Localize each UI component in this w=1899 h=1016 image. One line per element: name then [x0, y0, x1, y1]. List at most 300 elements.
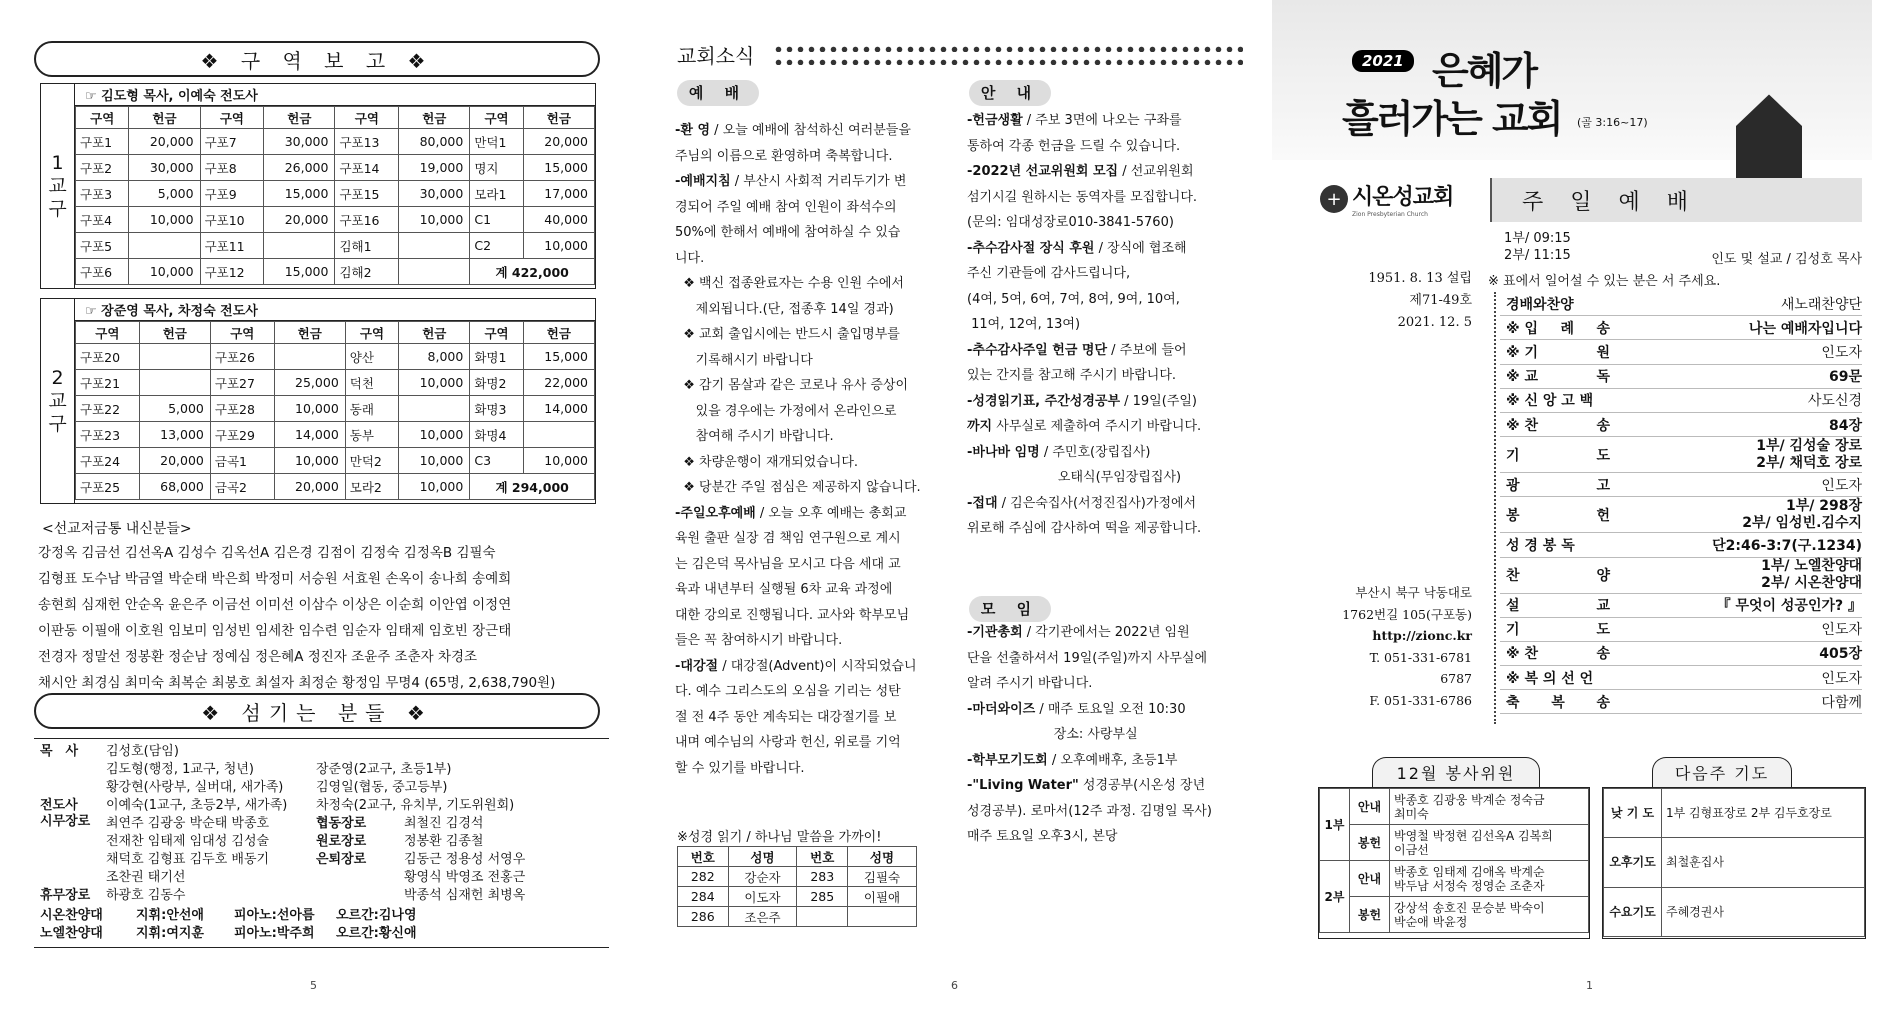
- notice-line: -헌금생활 / 주보 3면에 나오는 구좌를: [967, 113, 1182, 128]
- table-cell: 구포12: [200, 259, 264, 285]
- order-item-label: 축 복 송: [1506, 694, 1610, 711]
- column-header: 헌금: [264, 107, 335, 129]
- page-5: [28, 0, 620, 1016]
- table-row: [76, 370, 595, 396]
- order-item: [1500, 389, 1862, 413]
- table-cell: 282: [678, 867, 729, 887]
- volunteer-names: 박영철 박정현 김선옥A 김복희 이금선: [1390, 825, 1589, 861]
- table-row: [678, 867, 917, 887]
- order-item-label: ※ 입 례 송: [1506, 320, 1610, 337]
- server-entry: 최연주 김광웅 박순태 박종호: [106, 816, 270, 831]
- volunteer-names: 박종호 김광웅 박계순 정숙금 최미숙: [1390, 789, 1589, 825]
- server-entry: 차정숙(2교구, 유치부, 기도위원회): [316, 798, 515, 813]
- notice-line: 통하여 각종 헌금을 드릴 수 있습니다.: [967, 138, 1181, 154]
- donor-line: 송현희 심재헌 안순옥 윤은주 이금선 이미선 이삼수 이상은 이순희 이안엽 이정연: [38, 597, 512, 613]
- table-cell: 15,000: [264, 181, 335, 207]
- notice-line: 할 수 있기를 바랍니다.: [675, 760, 805, 776]
- table-cell: 17,000: [523, 181, 594, 207]
- order-item-value: 84장: [1828, 417, 1862, 434]
- table-row: [76, 233, 595, 259]
- table-cell: 20,000: [139, 448, 210, 474]
- column-header: 구역: [76, 322, 140, 344]
- table-cell: 40,000: [523, 207, 594, 233]
- donors-title: <선교저금통 내신분들>: [42, 521, 192, 537]
- notice-line: 내며 예수님의 사랑과 헌신, 위로를 기억: [675, 735, 901, 750]
- table-cell: 26,000: [264, 155, 335, 181]
- table-cell: 구포6: [76, 259, 129, 285]
- order-item-value: 새노래찬양단: [1780, 296, 1862, 313]
- order-item: [1500, 340, 1862, 364]
- table-cell: 13,000: [139, 422, 210, 448]
- order-item-value: 단2:46-3:7(구.1234): [1712, 537, 1862, 554]
- table-cell: 화명4: [470, 422, 523, 448]
- table-cell: 구포21: [76, 370, 140, 396]
- cross-icon: +: [1320, 185, 1348, 213]
- order-item-label: 설 교: [1506, 598, 1610, 615]
- table-cell: C1: [470, 207, 523, 233]
- order-item: [1500, 497, 1862, 533]
- notice-line: 성경공부). 로마서(12주 과정. 김명일 목사): [967, 803, 1212, 819]
- notice-line: 알려 주시기 바랍니다.: [967, 676, 1093, 691]
- table-cell: 구포13: [335, 129, 399, 155]
- table-cell: 19,000: [399, 155, 470, 181]
- table-cell: 구포15: [335, 181, 399, 207]
- dot-rule: [773, 57, 1243, 65]
- table-row: [1604, 789, 1865, 838]
- order-item: [1500, 473, 1862, 497]
- service-times: 1부/ 09:15 2부/ 11:15: [1504, 231, 1571, 263]
- table-row: [76, 448, 595, 474]
- server-entry: 오르간:황신애: [336, 926, 417, 941]
- district-report-title: [34, 41, 600, 77]
- volunteers-title: 12월 봉사위원: [1372, 757, 1540, 787]
- prayer-label: 오후기도: [1604, 838, 1662, 887]
- notice-line: -성경읽기표, 주간성경공부 / 19일(주일): [967, 393, 1198, 409]
- donor-line: 채시안 최경심 최미숙 최복순 최봉호 최설자 최정순 황정임 무명4 (65명, 2,638,790원): [38, 675, 556, 691]
- notice-line: -기관총회 / 각기관에서는 2022년 임원: [967, 625, 1190, 640]
- notice-line: ❖ 당분간 주일 점심은 제공하지 않습니다.: [675, 480, 921, 495]
- church-name-en: Zion Presbyterian Church: [1352, 211, 1428, 218]
- server-entry: 조찬권 태기선: [106, 870, 186, 885]
- table-cell: 5,000: [129, 181, 200, 207]
- notices: [967, 108, 1249, 542]
- table-cell: 구포28: [210, 396, 274, 422]
- servers-title-text: ❖ 섬기는 분들 ❖: [201, 700, 433, 725]
- order-item-value: 1부/ 노엘찬양대 2부/ 시온찬양대: [1761, 558, 1862, 591]
- table-row: [76, 259, 595, 285]
- servers-title: [34, 693, 600, 729]
- notice-line: ❖ 차량운행이 재개되었습니다.: [675, 454, 859, 470]
- table-cell: 22,000: [523, 370, 594, 396]
- order-item: [1500, 594, 1862, 618]
- order-item: [1500, 558, 1862, 594]
- table-cell: 만덕2: [345, 448, 398, 474]
- table-cell: 8,000: [399, 344, 470, 370]
- church-info: 1951. 8. 13 설립 제71-49호 2021. 12. 5: [1368, 271, 1472, 330]
- server-entry: 이예숙(1교구, 초등2부, 새가족): [106, 798, 288, 813]
- donor-line: 전경자 정말선 정봉환 정순남 정예심 정은혜A 정진자 조윤주 조춘자 차경조: [38, 649, 478, 665]
- notice-line: 장소: 사랑부실: [967, 727, 1138, 742]
- server-entry: 시무장로: [40, 814, 91, 829]
- table-row: [1320, 897, 1589, 933]
- notice-line: ❖ 감기 몸살과 같은 코로나 유사 증상이: [675, 378, 909, 393]
- district-1-leaders: ☞ 김도형 목사, 이예숙 전도사: [75, 84, 595, 106]
- order-item-value: 다함께: [1821, 694, 1862, 711]
- district-2-box: [40, 298, 596, 504]
- table-row: [678, 907, 917, 927]
- notice-line: -추수감사주일 헌금 명단 / 주보에 들어: [967, 342, 1187, 358]
- scripture-ref: (골 3:16~17): [1577, 116, 1648, 129]
- server-entry: 김성호(담임): [106, 744, 179, 759]
- dot-rule: [773, 44, 1243, 52]
- server-entry: 피아노:선아름: [234, 908, 315, 923]
- table-cell: 30,000: [264, 129, 335, 155]
- volunteer-names: 강상석 송호진 문승분 박숙이 박순애 박윤정: [1390, 897, 1589, 933]
- church-name: 시온성교회: [1352, 185, 1454, 210]
- table-cell: 구포24: [76, 448, 140, 474]
- notice-line: 주님의 이름으로 환영하며 축복합니다.: [675, 148, 893, 164]
- order-item-label: ※ 찬 송: [1506, 417, 1610, 434]
- table-cell: 금곡1: [210, 448, 274, 474]
- server-entry: 정봉환 김종철: [404, 834, 484, 849]
- table-row: [76, 181, 595, 207]
- column-header: 구역: [335, 107, 399, 129]
- order-item: [1500, 533, 1862, 557]
- next-prayer-table: [1603, 788, 1865, 937]
- table-row: [1320, 861, 1589, 897]
- notice-line: 참여해 주시기 바랍니다.: [675, 429, 834, 444]
- table-cell: 구포22: [76, 396, 140, 422]
- server-entry: 김도형(행정, 1교구, 청년): [106, 762, 254, 777]
- column-header: 헌금: [523, 322, 594, 344]
- table-cell: 구포11: [200, 233, 264, 259]
- table-cell: 25,000: [274, 370, 345, 396]
- order-item-label: ※ 복 의 선 언: [1506, 670, 1594, 687]
- table-cell: 10,000: [523, 448, 594, 474]
- worship-title: 주 일 예 배: [1490, 178, 1862, 222]
- table-cell: 화명3: [470, 396, 523, 422]
- column-header: 헌금: [139, 322, 210, 344]
- order-item-label: 경배와찬양: [1506, 296, 1574, 313]
- table-cell: [523, 422, 594, 448]
- table-cell: [274, 344, 345, 370]
- notice-line: -대강절 / 대강절(Advent)이 시작되었습니: [675, 658, 917, 674]
- table-cell: 구포7: [200, 129, 264, 155]
- order-item: [1500, 642, 1862, 666]
- table-total: 계 294,000: [470, 474, 595, 500]
- prayer-label: 수요기도: [1604, 887, 1662, 936]
- table-total: 계 422,000: [470, 259, 595, 285]
- server-entry: 은퇴장로: [316, 852, 367, 867]
- server-entry: 전도사: [40, 798, 78, 813]
- order-item-label: 찬 양: [1506, 568, 1610, 584]
- table-cell: [399, 396, 470, 422]
- worship-tag: 예 배: [677, 80, 759, 106]
- notice-line: 있을 경우에는 가정에서 온라인으로: [675, 403, 897, 419]
- table-cell: 구포23: [76, 422, 140, 448]
- table-cell: 동부: [345, 422, 398, 448]
- table-cell: 구포4: [76, 207, 129, 233]
- donor-line: 강정옥 김금선 김선옥A 김성수 김옥선A 김은경 김점이 김정숙 김정옥B 김필숙: [38, 545, 496, 561]
- table-header: [76, 322, 595, 344]
- table-cell: 10,000: [523, 233, 594, 259]
- table-row: [1320, 825, 1589, 861]
- table-cell: 20,000: [274, 474, 345, 500]
- reading-title: ※성경 읽기 / 하나님 말씀을 가까이!: [677, 830, 882, 845]
- title-line-2: 흘러가는 교회: [1342, 97, 1562, 141]
- table-cell: 구포9: [200, 181, 264, 207]
- table-cell: 동래: [345, 396, 398, 422]
- order-item: [1500, 666, 1862, 690]
- server-entry: 지휘:안선애: [136, 908, 204, 923]
- notice-line: -접대 / 김은숙집사(서정진집사)가정에서: [967, 495, 1197, 511]
- table-cell: 구포14: [335, 155, 399, 181]
- server-entry: 오르간:김나영: [336, 908, 417, 923]
- order-item: [1500, 365, 1862, 389]
- table-row: [1604, 838, 1865, 887]
- order-item-value: 인도자: [1821, 622, 1862, 639]
- church-address: 부산시 북구 낙동대로 1762번길 105(구포동) http://zionc.kr T. 051-331-6781 6787 F. 051-331-6786: [1342, 585, 1472, 708]
- district-2-label: 2 교 구: [41, 299, 75, 503]
- notice-line: ❖ 교회 출입시에는 반드시 출입명부를: [675, 327, 900, 342]
- prayer-label: 낮 기 도: [1604, 789, 1662, 838]
- order-item: [1500, 437, 1862, 473]
- column-header: 헌금: [129, 107, 200, 129]
- table-cell: 덕천: [345, 370, 398, 396]
- server-entry: 김동근 정용성 서영우: [404, 852, 526, 867]
- table-cell: [399, 233, 470, 259]
- order-item-value: 69문: [1828, 369, 1862, 386]
- table-cell: 10,000: [129, 207, 200, 233]
- table-cell: 20,000: [523, 129, 594, 155]
- group-label: 1부: [1320, 789, 1350, 861]
- news-heading: 교회소식: [677, 44, 755, 68]
- notice-line: 오태식(무임장립집사): [967, 470, 1182, 485]
- table-cell: 김필숙: [848, 867, 917, 887]
- notice-line: 11여, 12여, 13여): [967, 317, 1081, 332]
- column-header: 헌금: [399, 322, 470, 344]
- table-cell: 이필애: [848, 887, 917, 907]
- column-header: 성명: [848, 847, 917, 867]
- order-item-value: 1부/ 김성술 장로 2부/ 채덕호 장로: [1756, 437, 1862, 471]
- notice-line: -예배지침 / 부산시 사회적 거리두기가 변: [675, 174, 907, 189]
- page-number: 1: [1586, 979, 1593, 992]
- server-entry: 황강현(사랑부, 실버대, 새가족): [106, 780, 284, 795]
- table-cell: 이도자: [728, 887, 797, 907]
- notice-line: 섬기시길 원하시는 동역자를 모집합니다.: [967, 189, 1198, 205]
- table-cell: C2: [470, 233, 523, 259]
- table-cell: 15,000: [264, 259, 335, 285]
- table-cell: 구포10: [200, 207, 264, 233]
- table-row: [1320, 789, 1589, 825]
- order-item-label: 성 경 봉 독: [1506, 537, 1575, 554]
- table-cell: 10,000: [399, 422, 470, 448]
- table-row: [76, 422, 595, 448]
- notice-line: 기록해시기 바랍니다: [675, 352, 813, 368]
- order-item-label: 봉 헌: [1506, 507, 1610, 524]
- table-cell: 284: [678, 887, 729, 907]
- prayer-names: 1부 김형표장로 2부 김두호장로: [1662, 789, 1865, 838]
- notice-line: 육과 내년부터 실행될 6차 교육 과정에: [675, 582, 893, 597]
- table-cell: 구포1: [76, 129, 129, 155]
- order-item: [1500, 690, 1862, 714]
- table-cell: 모라1: [470, 181, 523, 207]
- district-1-label: 1 교 구: [41, 84, 75, 288]
- role-label: 봉헌: [1350, 897, 1390, 933]
- table-cell: 김해2: [335, 259, 399, 285]
- order-item: [1500, 413, 1862, 437]
- notice-line: 주신 기관들에 감사드립니다,: [967, 266, 1131, 281]
- prayer-names: 주혜경권사: [1662, 887, 1865, 936]
- table-cell: 구포29: [210, 422, 274, 448]
- table-cell: 양산: [345, 344, 398, 370]
- table-cell: 80,000: [399, 129, 470, 155]
- notice-line: -2022년 선교위원회 모집 / 선교위원회: [967, 164, 1194, 179]
- table-cell: 10,000: [274, 396, 345, 422]
- order-item-label: ※ 교 독: [1506, 369, 1610, 386]
- role-label: 안내: [1350, 861, 1390, 897]
- order-item-label: ※ 찬 송: [1506, 646, 1610, 663]
- donor-line: 이판동 이필애 이호원 임보미 임성빈 임세찬 임수련 임순자 임태제 임호빈 장근태: [38, 623, 512, 639]
- table-cell: 30,000: [399, 181, 470, 207]
- server-entry: 장준영(2교구, 초등1부): [316, 762, 452, 777]
- column-header: 구역: [210, 322, 274, 344]
- table-cell: [129, 233, 200, 259]
- column-header: 번호: [797, 847, 848, 867]
- column-header: 헌금: [399, 107, 470, 129]
- table-cell: 금곡2: [210, 474, 274, 500]
- table-cell: 구포2: [76, 155, 129, 181]
- server-entry: 피아노:박주희: [234, 926, 315, 941]
- page-6: [675, 0, 1247, 1016]
- next-prayer-title: 다음주 기도: [1652, 757, 1792, 787]
- worship-notices: [675, 118, 953, 781]
- district-1-box: [40, 83, 596, 289]
- page-number: 5: [310, 979, 317, 992]
- order-item-label: ※ 신 앙 고 백: [1506, 393, 1594, 410]
- volunteers-table: [1319, 788, 1589, 933]
- meeting-tag: 모 임: [969, 596, 1051, 622]
- column-header: 구역: [345, 322, 398, 344]
- table-row: [678, 887, 917, 907]
- table-cell: 15,000: [523, 155, 594, 181]
- table-row: [1604, 887, 1865, 936]
- column-header: 번호: [678, 847, 729, 867]
- prayer-names: 최철훈집사: [1662, 838, 1865, 887]
- order-of-worship: [1500, 292, 1862, 714]
- notice-line: (4여, 5여, 6여, 7여, 8여, 9여, 10여,: [967, 291, 1180, 307]
- notice-line: (문의: 임대성장로010-3841-5760): [967, 215, 1174, 230]
- table-cell: 화명2: [470, 370, 523, 396]
- volunteers-box: [1318, 787, 1590, 939]
- table-cell: 조은주: [728, 907, 797, 927]
- notice-line: 있는 간지를 참고해 주시기 바랍니다.: [967, 368, 1177, 383]
- column-header: 헌금: [274, 322, 345, 344]
- table-cell: 10,000: [274, 448, 345, 474]
- notice-line: -주일오후예배 / 오늘 오후 예배는 총회교: [675, 505, 907, 521]
- table-cell: 30,000: [129, 155, 200, 181]
- order-item: [1500, 618, 1862, 642]
- table-cell: 5,000: [139, 396, 210, 422]
- server-entry: 하광호 김동수: [106, 888, 186, 903]
- notice-line: 경되어 주일 예배 참여 인원이 좌석수의: [675, 199, 897, 215]
- volunteer-names: 박종호 임태제 김애옥 박계순 박두남 서정숙 정영순 조춘자: [1390, 861, 1589, 897]
- next-prayer-box: [1602, 787, 1866, 939]
- order-item-value: 사도신경: [1807, 393, 1862, 410]
- notice-tag: 안 내: [969, 80, 1051, 106]
- table-cell: 화명1: [470, 344, 523, 370]
- servers-list: [34, 738, 609, 948]
- district-2-leaders: ☞ 장준영 목사, 차정숙 전도사: [75, 299, 595, 321]
- notice-line: -학부모기도회 / 오후예배후, 초등1부: [967, 752, 1178, 768]
- donors-list: [38, 540, 618, 696]
- column-header: 구역: [470, 322, 523, 344]
- table-cell: 구포26: [210, 344, 274, 370]
- table-cell: 10,000: [399, 474, 470, 500]
- column-header: 성명: [728, 847, 797, 867]
- notice-line: 까지 사무실로 제출하여 주시기 바랍니다.: [967, 419, 1202, 434]
- table-cell: 구포20: [76, 344, 140, 370]
- district-1-table: [75, 106, 595, 285]
- server-entry: 원로장로: [316, 834, 367, 849]
- notice-line: -환 영 / 오늘 예배에 참석하신 여러분들을: [675, 123, 911, 138]
- table-cell: 20,000: [129, 129, 200, 155]
- district-2-table: [75, 321, 595, 500]
- order-item-value: 인도자: [1821, 477, 1862, 494]
- server-entry: 황영식 박영조 전홍근: [404, 870, 526, 885]
- column-header: 구역: [470, 107, 523, 129]
- notice-line: ❖ 백신 접종완료자는 수용 인원 수에서: [675, 276, 904, 291]
- server-entry: 박종석 심재헌 최병옥: [404, 888, 526, 903]
- order-item-value: 나는 예배자입니다: [1748, 320, 1862, 337]
- table-row: [76, 129, 595, 155]
- table-cell: 강순자: [728, 867, 797, 887]
- server-entry: 전재찬 임태제 임대성 김성술: [106, 834, 270, 849]
- table-cell: 14,000: [274, 422, 345, 448]
- table-cell: [139, 370, 210, 396]
- order-item-label: ※ 기 원: [1506, 344, 1610, 361]
- table-cell: 김해1: [335, 233, 399, 259]
- notice-line: 니다.: [675, 250, 705, 266]
- table-cell: 구포16: [335, 207, 399, 233]
- table-cell: 14,000: [523, 396, 594, 422]
- table-cell: 283: [797, 867, 848, 887]
- table-cell: 20,000: [264, 207, 335, 233]
- table-cell: 10,000: [399, 370, 470, 396]
- notice-line: 매주 토요일 오후3시, 본당: [967, 829, 1118, 844]
- table-cell: 구포27: [210, 370, 274, 396]
- year-badge: 2021: [1352, 50, 1414, 72]
- table-row: [76, 344, 595, 370]
- table-cell: [797, 907, 848, 927]
- server-entry: 채덕호 김형표 김두호 배동기: [106, 852, 270, 867]
- table-cell: 68,000: [139, 474, 210, 500]
- table-cell: 10,000: [399, 448, 470, 474]
- page-1: [1272, 0, 1872, 1016]
- group-label: 2부: [1320, 861, 1350, 933]
- server-entry: 휴무장로: [40, 888, 91, 903]
- notice-line: 절 전 4주 동안 계속되는 대강절기를 보: [675, 709, 897, 725]
- table-header: [76, 107, 595, 129]
- table-row: [76, 396, 595, 422]
- table-cell: [139, 344, 210, 370]
- role-label: 봉헌: [1350, 825, 1390, 861]
- server-entry: 김영일(협동, 중고등부): [316, 780, 448, 795]
- notice-line: -추수감사절 장식 후원 / 장식에 협조해: [967, 240, 1187, 256]
- order-item-value: 『 무엇이 성공인가? 』: [1716, 598, 1862, 615]
- reading-table: [677, 846, 917, 927]
- order-item-value: 인도자: [1821, 670, 1862, 687]
